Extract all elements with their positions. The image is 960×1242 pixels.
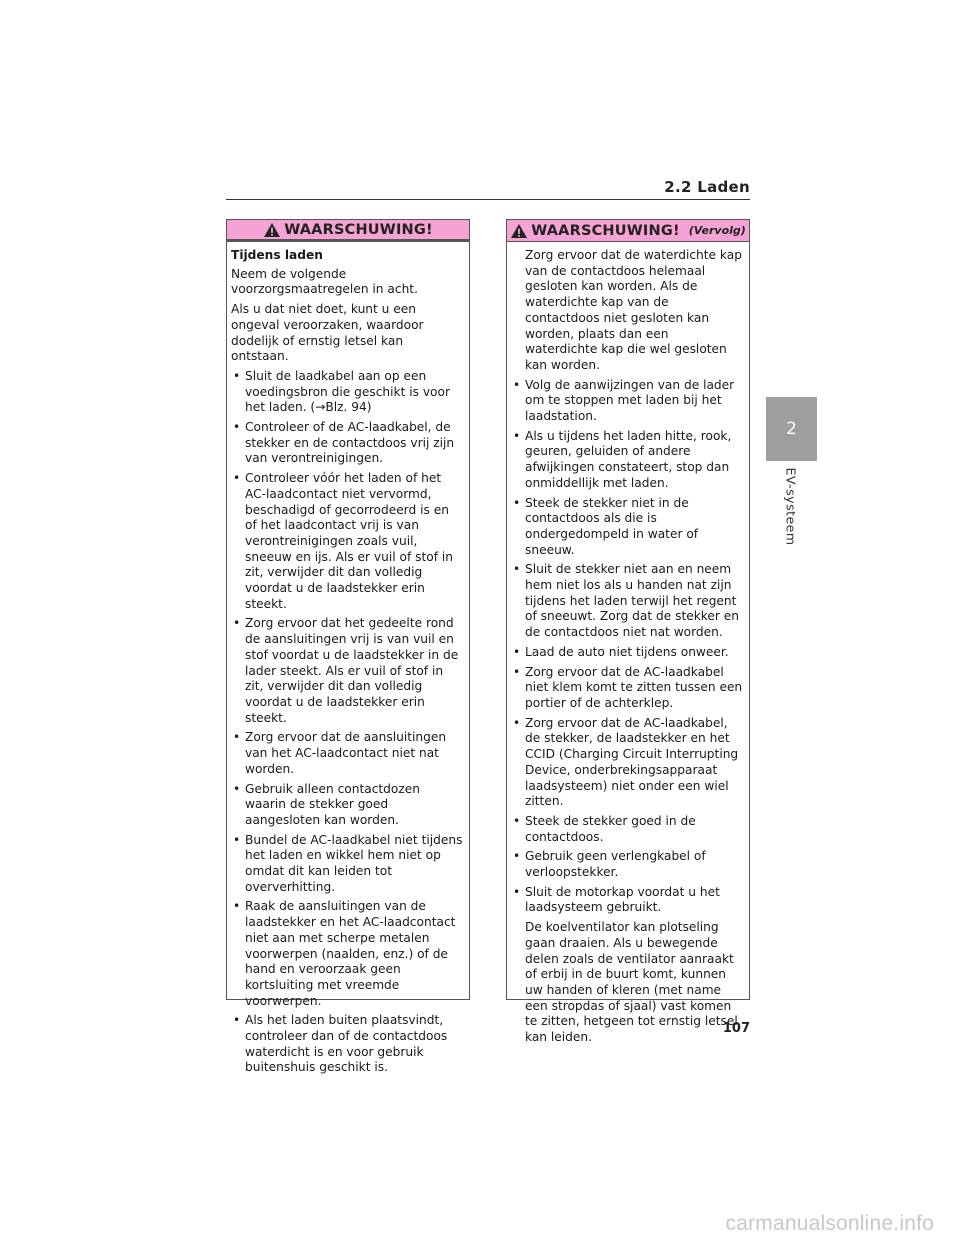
list-item: • Controleer of de AC-laadkabel, de stekker en de contactdoos vrij zijn van verontreinigingen. — [231, 420, 463, 467]
warning-list — [511, 378, 743, 917]
warning-content — [227, 242, 469, 1076]
list-item: • Zorg ervoor dat de aansluitingen van het AC-laadcontact niet nat worden. — [231, 730, 463, 777]
warning-triangle-icon — [263, 222, 281, 238]
list-item: • Gebruik alleen contactdozen waarin de stekker goed aangesloten kan worden. — [231, 782, 463, 829]
warning-triangle-icon — [510, 223, 528, 239]
warning-content — [507, 242, 749, 1046]
list-item: • Controleer vóór het laden of het AC-laadcontact niet vervormd, beschadigd of gecorrodeerd is en of het laadcontact vrij is van verontreinigingen zoals vuil, sneeuw en ijs. Als er vuil of stof in zit, verwijder dit dan volledig voordat u de laadstekker erin steekt. — [231, 471, 463, 612]
chapter-number: 2 — [786, 419, 797, 439]
list-item: • Steek de stekker niet in de contactdoos als die is ondergedompeld in water of sneeuw. — [511, 496, 743, 559]
list-item: • Steek de stekker goed in de contactdoos. — [511, 814, 743, 845]
list-item: • Raak de aansluitingen van de laadstekker en het AC-laadcontact niet aan met scherpe metalen voorwerpen (naalden, enz.) of de hand en veroorzaak geen kortsluiting met vreemde voorwerpen. — [231, 899, 463, 1009]
list-item: • Laad de auto niet tijdens onweer. — [511, 645, 743, 661]
list-item: • Volg de aanwijzingen van de lader om te stoppen met laden bij het laadstation. — [511, 378, 743, 425]
warning-header — [507, 220, 749, 242]
list-item: • Sluit de laadkabel aan op een voedingsbron die geschikt is voor het laden. (→Blz. 94) — [231, 369, 463, 416]
warning-header — [227, 220, 469, 242]
list-item: • Sluit de motorkap voordat u het laadsysteem gebruikt. — [511, 885, 743, 916]
section-title: 2.2 Laden — [664, 178, 750, 196]
warning-box-left — [226, 219, 470, 1075]
list-item: • Zorg ervoor dat het gedeelte rond de aansluitingen vrij is van vuil en stof voordat u de laadstekker in de lader steekt. Als er vuil of stof in zit, verwijder dit dan volledig voordat u de laadstekker erin steekt. — [231, 616, 463, 726]
chapter-label-text: EV-systeem — [784, 466, 800, 546]
list-item: • Bundel de AC-laadkabel niet tijdens het laden en wikkel hem niet op omdat dit kan leiden tot oververhitting. — [231, 833, 463, 896]
header-divider — [226, 199, 750, 200]
warning-continued-label: (Vervolg) — [688, 224, 746, 237]
list-item: • Zorg ervoor dat de AC-laadkabel, de stekker, de laadstekker en het CCID (Charging Circuit Interrupting Device, onderbrekingsapparaat laadsysteem) niet onder een wiel zitten. — [511, 716, 743, 810]
warning-trailing-note: De koelventilator kan plotseling gaan draaien. Als u bewegende delen zoals de ventilator aanraakt of erbij in de buurt komt, kunnen uw handen of kleren (met name een stropdas of sjaal) vast komen te zitten, hetgeen tot ernstig letsel kan leiden. — [525, 920, 738, 1045]
warning-subheading: Tijdens laden — [231, 248, 323, 262]
warning-list — [231, 369, 463, 1076]
list-item: • Sluit de stekker niet aan en neem hem niet los als u handen nat zijn tijdens het laden terwijl het regent of sneeuwt. Zorg dat de stekker en de contactdoos niet nat worden. — [511, 562, 743, 641]
chapter-label — [766, 461, 817, 551]
list-item: • Zorg ervoor dat de AC-laadkabel niet klem komt te zitten tussen een portier of de achterklep. — [511, 665, 743, 712]
warning-lead: Zorg ervoor dat de waterdichte kap van de contactdoos helemaal gesloten kan worden. Als de waterdichte kap van de contactdoos niet gesloten kan worden, plaats dan een waterdichte kap die wel gesloten kan worden. — [525, 248, 742, 372]
chapter-tab[interactable] — [766, 397, 817, 461]
list-item: • Gebruik geen verlengkabel of verloopstekker. — [511, 849, 743, 880]
warning-intro: Neem de volgende voorzorgsmaatregelen in acht. — [231, 266, 418, 297]
warning-title: WAARSCHUWING! — [531, 222, 680, 239]
warning-intro: Als u dat niet doet, kunt u een ongeval veroorzaken, waardoor dodelijk of ernstig letsel kan ontstaan. — [231, 302, 424, 364]
warning-title: WAARSCHUWING! — [284, 221, 433, 238]
list-item: • Als u tijdens het laden hitte, rook, geuren, geluiden of andere afwijkingen constateert, stop dan onmiddellijk met laden. — [511, 429, 743, 492]
page-number: 107 — [722, 1021, 750, 1036]
watermark: carmanualsonline.info — [725, 1212, 934, 1235]
list-item: • Als het laden buiten plaatsvindt, controleer dan of de contactdoos waterdicht is en voor gebruik buitenshuis geschikt is. — [231, 1013, 463, 1076]
